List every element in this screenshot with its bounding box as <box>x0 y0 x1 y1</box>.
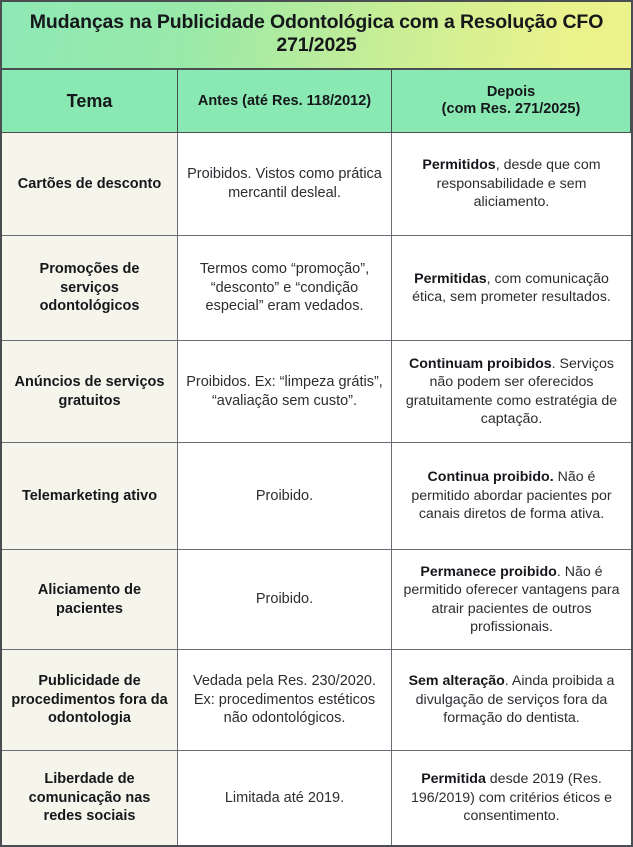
row-after-emphasis: Sem alteração <box>408 673 505 690</box>
row-after <box>392 133 631 235</box>
table-row <box>2 751 631 845</box>
row-before: Termos como “promoção”, “desconto” e “condição especial” eram vedados. <box>178 236 392 340</box>
row-before: Proibido. <box>178 443 392 549</box>
row-after-text: . Não é permitido oferecer vantagens para atrair pacientes de outros profissionais. <box>403 563 620 635</box>
row-after-text: , desde que com responsabilidade e sem aliciamento. <box>436 157 601 211</box>
page-title: Mudanças na Publicidade Odontológica com a Resolução CFO 271/2025 <box>29 11 604 56</box>
row-after <box>392 443 631 549</box>
row-after-emphasis: Permitidos <box>422 157 496 174</box>
table-row <box>2 341 631 443</box>
row-topic: Cartões de desconto <box>2 133 178 235</box>
row-before: Proibidos. Ex: “limpeza grátis”, “avaliação sem custo”. <box>178 341 392 442</box>
row-before: Proibidos. Vistos como prática mercantil desleal. <box>178 133 392 235</box>
row-after-text: desde 2019 (Res. 196/2019) com critérios éticos e consentimento. <box>410 771 613 825</box>
row-topic: Publicidade de procedimentos fora da odontologia <box>2 650 178 750</box>
row-after <box>392 751 631 845</box>
table-row <box>2 443 631 550</box>
row-after-emphasis: Continuam proibidos <box>409 355 552 372</box>
table-row <box>2 650 631 751</box>
comparison-table <box>0 68 633 847</box>
row-after-text: , com comunicação ética, sem prometer resultados. <box>412 270 611 305</box>
column-header-depois-line2: (com Res. 271/2025) <box>441 101 581 117</box>
table-row <box>2 133 631 236</box>
row-topic: Promoções de serviços odontológicos <box>2 236 178 340</box>
row-before: Limitada até 2019. <box>178 751 392 845</box>
row-after <box>392 236 631 340</box>
row-after <box>392 650 631 750</box>
row-topic: Aliciamento de pacientes <box>2 550 178 649</box>
title-banner <box>0 0 633 68</box>
table-row <box>2 236 631 341</box>
table-header-row <box>2 70 631 133</box>
table-row <box>2 550 631 650</box>
column-header-depois-line1: Depois <box>486 84 536 101</box>
row-after <box>392 341 631 442</box>
column-header-antes: Antes (até Res. 118/2012) <box>178 70 392 132</box>
row-after-emphasis: Permitidas <box>414 270 487 287</box>
row-after-emphasis: Permitida <box>421 771 486 788</box>
row-topic: Anúncios de serviços gratuitos <box>2 341 178 442</box>
row-after <box>392 550 631 649</box>
row-after-text: Não é permitido abordar pacientes por canais diretos de forma ativa. <box>411 469 612 523</box>
column-header-depois <box>392 70 631 132</box>
row-after-text: . Serviços não podem ser oferecidos gratuitamente como estratégia de captação. <box>405 355 618 427</box>
row-topic: Liberdade de comunicação nas redes sociais <box>2 751 178 845</box>
row-before: Proibido. <box>178 550 392 649</box>
row-after-emphasis: Permanece proibido <box>420 563 557 580</box>
row-after-emphasis: Continua proibido. <box>427 469 554 486</box>
row-topic: Telemarketing ativo <box>2 443 178 549</box>
row-after-text: . Ainda proibida a divulgação de serviços fora da formação do dentista. <box>415 673 615 727</box>
row-before: Vedada pela Res. 230/2020. Ex: procedimentos estéticos não odontológicos. <box>178 650 392 750</box>
column-header-tema: Tema <box>2 70 178 132</box>
